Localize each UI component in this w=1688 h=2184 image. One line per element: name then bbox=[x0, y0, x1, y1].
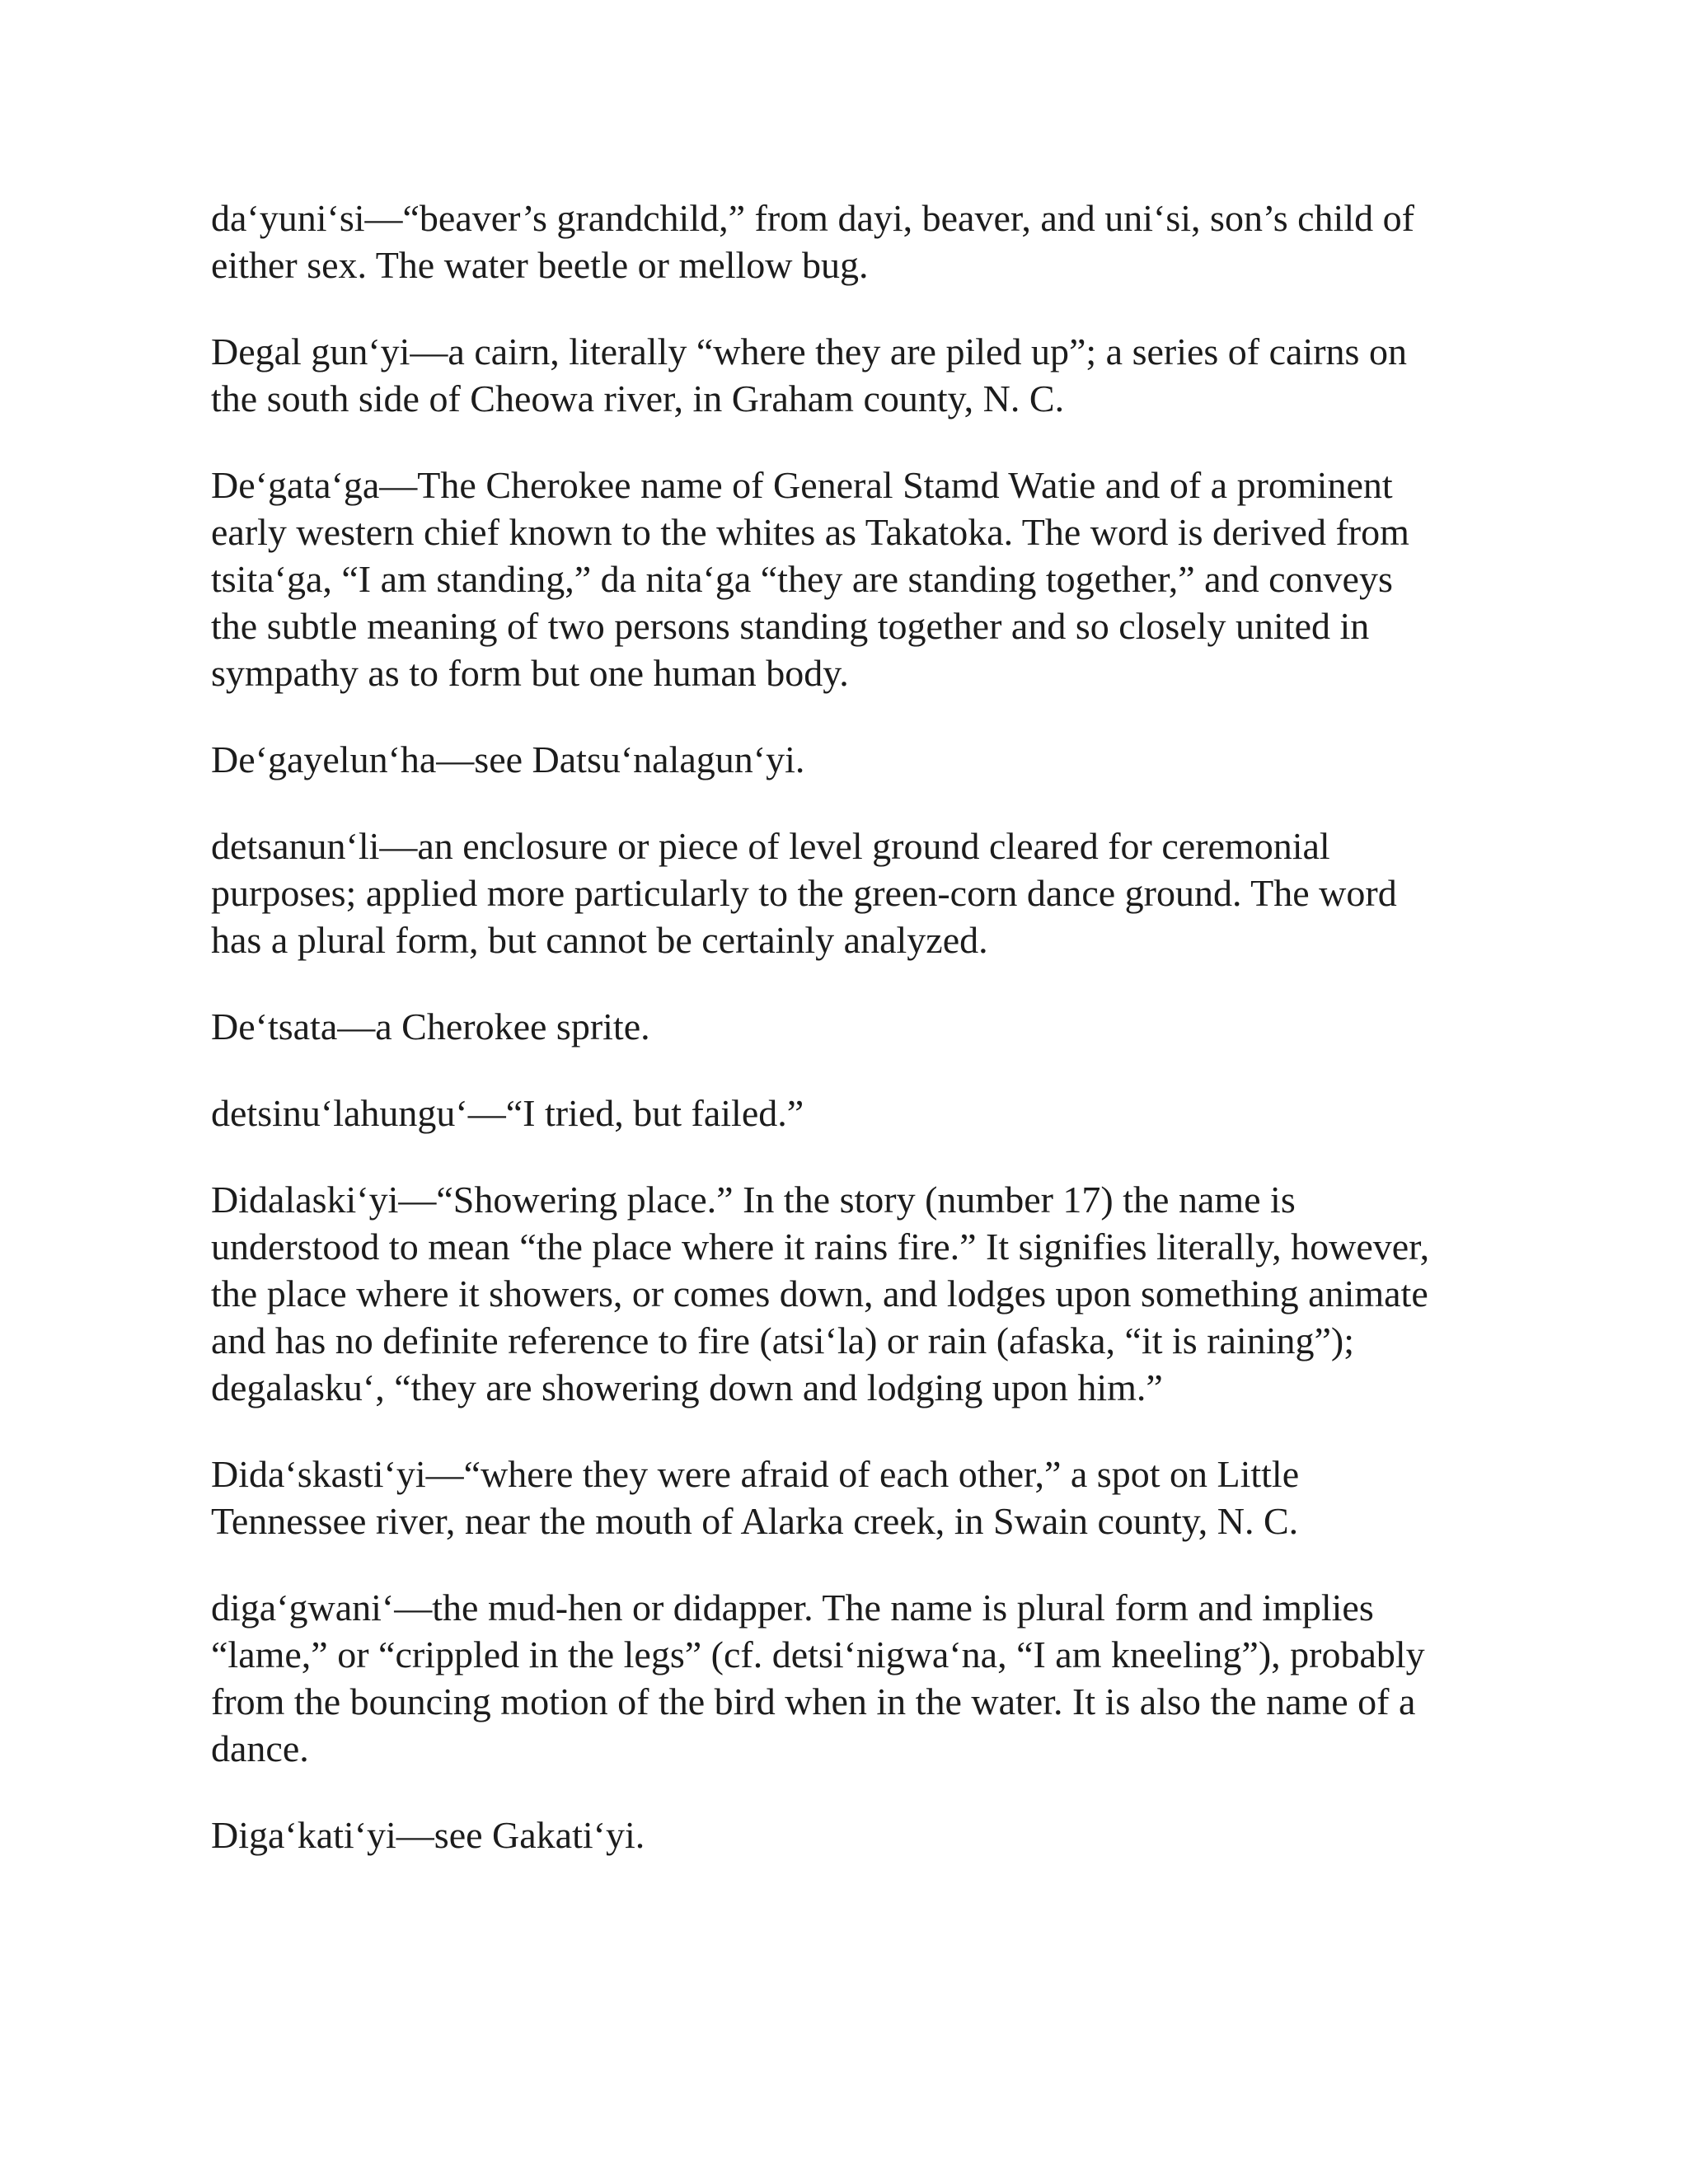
glossary-entry-didalaskiyi bbox=[211, 1176, 1497, 1411]
entry-line: dance. bbox=[211, 1727, 309, 1769]
entry-line: da‘yuni‘si—“beaver’s grandchild,” from dayi, beaver, and uni‘si, son’s child of bbox=[211, 197, 1414, 239]
entry-line: detsinu‘lahungu‘—“I tried, but failed.” bbox=[211, 1092, 804, 1134]
entry-line: diga‘gwani‘—the mud-hen or didapper. The name is plural form and implies bbox=[211, 1586, 1374, 1629]
entry-line: has a plural form, but cannot be certainly analyzed. bbox=[211, 919, 988, 961]
entry-line: Tennessee river, near the mouth of Alarka creek, in Swain county, N. C. bbox=[211, 1500, 1299, 1542]
entry-line: understood to mean “the place where it rains fire.” It signifies literally, however, bbox=[211, 1226, 1430, 1268]
glossary-entry-dayunisi bbox=[211, 194, 1497, 288]
entry-line: degalasku‘, “they are showering down and lodging upon him.” bbox=[211, 1366, 1163, 1408]
glossary-body bbox=[211, 194, 1497, 1858]
glossary-entry-degataga bbox=[211, 462, 1497, 696]
entry-line: Degal gun‘yi—a cairn, literally “where they are piled up”; a series of cairns on bbox=[211, 330, 1407, 373]
entry-line: De‘tsata—a Cherokee sprite. bbox=[211, 1005, 650, 1047]
entry-line: the place where it showers, or comes down, and lodges upon something animate bbox=[211, 1272, 1428, 1315]
entry-line: tsita‘ga, “I am standing,” da nita‘ga “they are standing together,” and conveys bbox=[211, 558, 1393, 600]
entry-line: early western chief known to the whites as Takatoka. The word is derived from bbox=[211, 511, 1409, 553]
entry-line: De‘gata‘ga—The Cherokee name of General Stamd Watie and of a prominent bbox=[211, 464, 1393, 506]
glossary-entry-detsanunli bbox=[211, 823, 1497, 963]
glossary-entry-digagwani bbox=[211, 1584, 1497, 1772]
entry-line: from the bouncing motion of the bird when in the water. It is also the name of a bbox=[211, 1680, 1416, 1722]
entry-line: the subtle meaning of two persons standing together and so closely united in bbox=[211, 605, 1370, 647]
glossary-entry-detsinulahungu bbox=[211, 1090, 1497, 1137]
glossary-entry-didaskastiyi bbox=[211, 1451, 1497, 1544]
entry-line: Dida‘skasti‘yi—“where they were afraid of each other,” a spot on Little bbox=[211, 1453, 1300, 1495]
entry-line: Diga‘kati‘yi—see Gakati‘yi. bbox=[211, 1814, 645, 1856]
entry-line: sympathy as to form but one human body. bbox=[211, 652, 849, 694]
entry-line: either sex. The water beetle or mellow bug. bbox=[211, 244, 869, 286]
glossary-entry-detsata bbox=[211, 1003, 1497, 1050]
entry-line: “lame,” or “crippled in the legs” (cf. detsi‘nigwa‘na, “I am kneeling”), probably bbox=[211, 1633, 1425, 1675]
entry-line: Didalaski‘yi—“Showering place.” In the story (number 17) the name is bbox=[211, 1179, 1296, 1221]
glossary-entry-digakatiyi bbox=[211, 1811, 1497, 1858]
entry-line: De‘gayelun‘ha—see Datsu‘nalagun‘yi. bbox=[211, 738, 805, 780]
entry-line: the south side of Cheowa river, in Graham county, N. C. bbox=[211, 377, 1065, 419]
entry-line: purposes; applied more particularly to the green-corn dance ground. The word bbox=[211, 872, 1397, 914]
entry-line: and has no definite reference to fire (atsi‘la) or rain (afaska, “it is raining”); bbox=[211, 1319, 1355, 1361]
glossary-entry-degayelunha bbox=[211, 736, 1497, 783]
glossary-entry-degal-gunyi bbox=[211, 328, 1497, 422]
entry-line: detsanun‘li—an enclosure or piece of level ground cleared for ceremonial bbox=[211, 825, 1330, 867]
